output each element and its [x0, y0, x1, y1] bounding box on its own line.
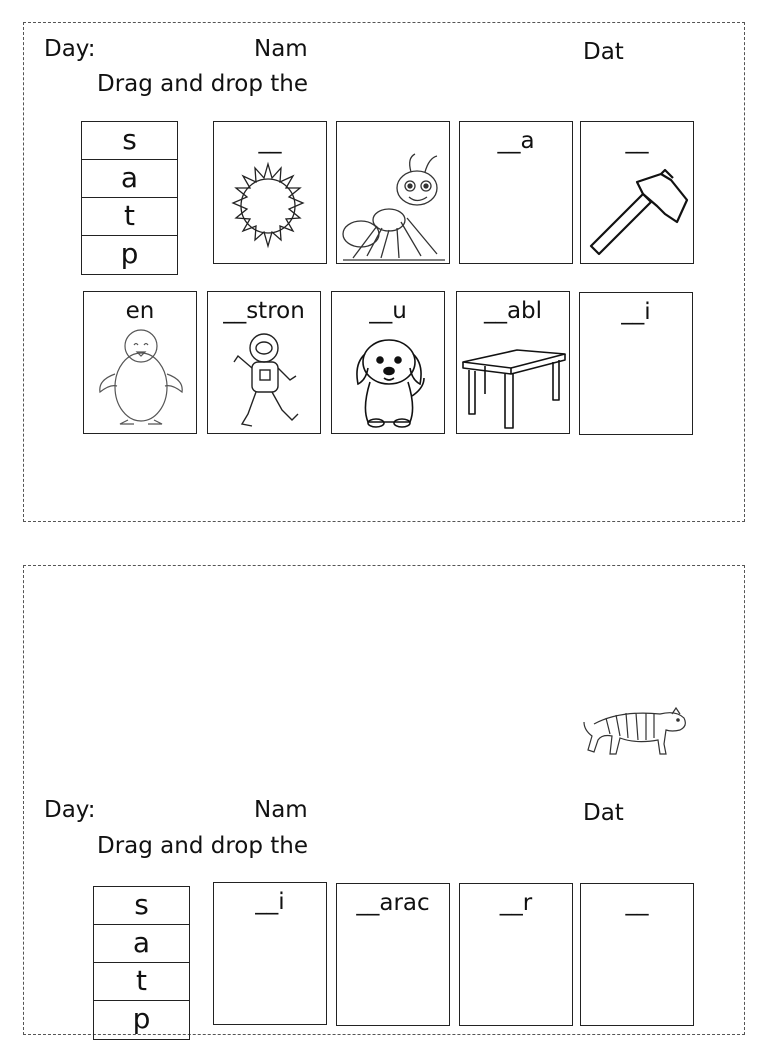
letter-tile[interactable]: s [82, 122, 177, 160]
word-card-blank[interactable] [336, 883, 450, 1026]
table-icon [457, 292, 570, 434]
word-blank: __a [497, 128, 535, 154]
date-label: Dat [583, 39, 624, 65]
letter-tile[interactable]: p [120, 237, 139, 270]
word-card-ant[interactable] [336, 121, 450, 264]
day-label: Day: [44, 36, 96, 62]
instruction-text: Drag and drop the [97, 71, 309, 97]
word-card-blank[interactable] [459, 121, 573, 264]
word-blank: __r [499, 890, 533, 916]
word-card-puppy[interactable] [331, 291, 445, 434]
word-card-penguin[interactable] [83, 291, 197, 434]
tiger-icon [580, 700, 692, 760]
name-label: Nam [254, 36, 308, 62]
word-blank: __u [369, 298, 407, 324]
astronaut-icon [208, 292, 321, 434]
penguin-icon [84, 292, 197, 434]
word-card-blank[interactable] [213, 882, 327, 1025]
sun-icon [214, 122, 327, 264]
word-card-sun[interactable] [213, 121, 327, 264]
word-blank: __abl [483, 298, 543, 324]
puppy-icon [332, 292, 445, 434]
word-blank: __i [621, 299, 651, 325]
word-card-table[interactable] [456, 291, 570, 434]
word-card-blank[interactable] [580, 883, 694, 1026]
word-blank: __stron [223, 298, 305, 324]
day-label: Day: [44, 797, 96, 823]
ant-icon [337, 122, 450, 264]
word-blank: __ [625, 128, 649, 154]
word-card-axe[interactable] [580, 121, 694, 264]
letter-bank [93, 886, 190, 1040]
letter-tile[interactable]: t [82, 198, 177, 236]
instruction-text: Drag and drop the [97, 833, 309, 859]
word-blank: __i [255, 889, 285, 915]
word-blank: __ [625, 890, 649, 916]
word-blank: en [125, 298, 155, 324]
letter-tile[interactable]: a [94, 925, 189, 963]
letter-bank [81, 121, 178, 275]
axe-icon [581, 122, 694, 264]
word-card-astronaut[interactable] [207, 291, 321, 434]
word-blank: __ [258, 128, 282, 154]
word-card-blank[interactable] [579, 292, 693, 435]
date-label: Dat [583, 800, 624, 826]
word-card-blank[interactable] [459, 883, 573, 1026]
name-label: Nam [254, 797, 308, 823]
letter-tile[interactable]: p [132, 1002, 151, 1035]
letter-tile[interactable]: a [82, 160, 177, 198]
letter-tile[interactable]: t [94, 963, 189, 1001]
letter-tile[interactable]: s [94, 887, 189, 925]
word-blank: __arac [356, 890, 430, 916]
